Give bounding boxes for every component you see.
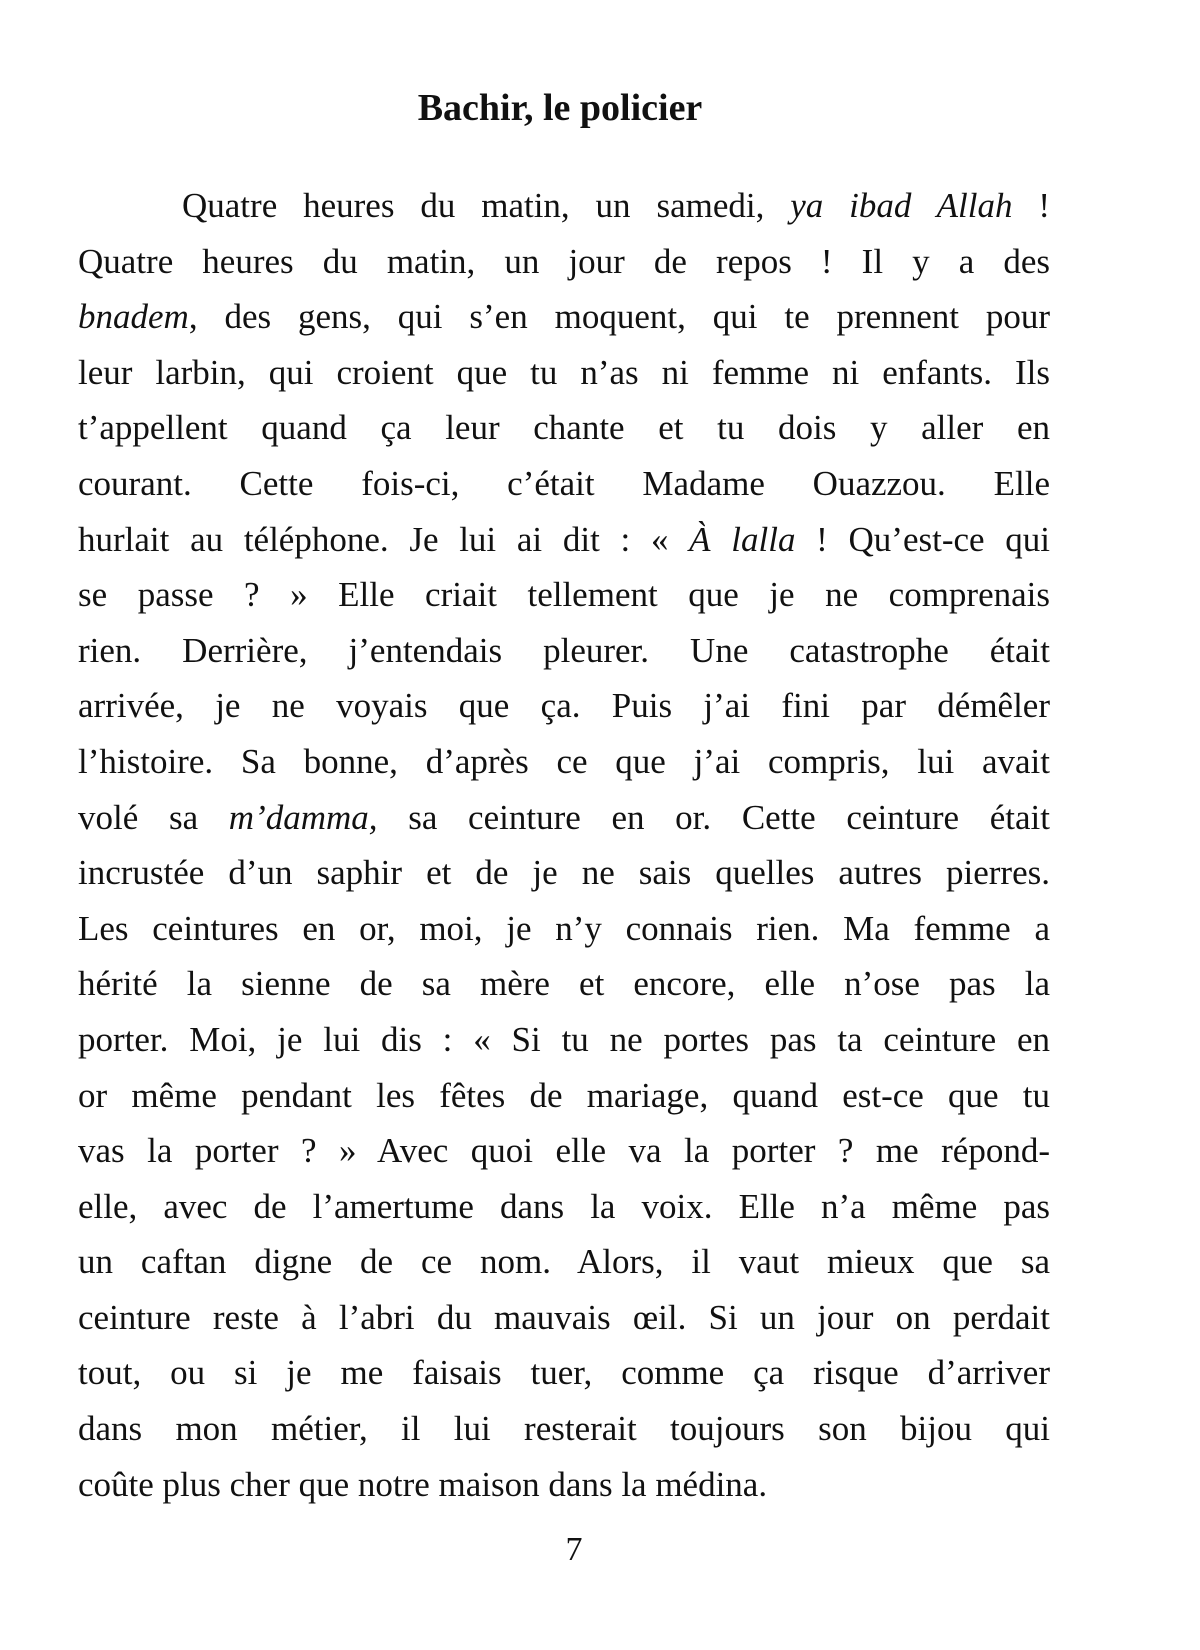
text-line [78,1345,1050,1401]
text-run: ! [1012,186,1050,225]
text-run: dans mon métier, il lui resterait toujours son bijou qui [78,1409,1050,1449]
text-line [78,345,1050,401]
text-line [78,456,1050,512]
text-run: Quatre heures du matin, un jour de repos ! Il y a des [78,241,1050,281]
chapter-title: Bachir, le policier [417,87,703,129]
text-run: un caftan digne de ce nom. Alors, il vaut mieux que sa [78,1242,1050,1282]
text-run: hérité la sienne de sa mère et encore, elle n’ose pas la [78,964,1050,1004]
text-line [78,790,1050,846]
text-run: incrustée d’un saphir et de je ne sais quelles autres pierres. [78,853,1050,893]
text-run: se passe ? » Elle criait tellement que je ne comprenais [78,575,1050,615]
text-run: hurlait au téléphone. Je lui ai dit : « [78,519,690,559]
text-line [78,956,1050,1012]
text-run: rien. Derrière, j’entendais pleurer. Une catastrophe était [78,630,1050,670]
text-run: tout, ou si je me faisais tuer, comme ça risque d’arriver [78,1353,1050,1393]
text-line [78,1234,1050,1290]
text-line [78,734,1050,790]
text-line [78,1290,1050,1346]
text-run: Les ceintures en or, moi, je n’y connais rien. Ma femme a [78,908,1050,948]
text-run: coûte plus cher que notre maison dans la médina. [78,1464,768,1504]
text-line [78,400,1050,456]
text-run: arrivée, je ne voyais que ça. Puis j’ai fini par démêler [78,686,1050,726]
text-line [78,1123,1050,1179]
text-run: sa ceinture en or. Cette ceinture était [377,797,1051,837]
text-run: leur larbin, qui croient que tu n’as ni femme ni enfants. Ils [78,352,1050,392]
text-run: courant. Cette fois-ci, c’était Madame Ouazzou. Elle [78,463,1050,503]
italic-term: ya ibad Allah [790,186,1013,225]
text-run: vas la porter ? » Avec quoi elle va la porter ? me répond- [78,1131,1050,1171]
body-paragraph [78,178,1050,1512]
page-number: 7 [565,1531,583,1568]
text-line [78,1401,1050,1457]
text-run: porter. Moi, je lui dis : « Si tu ne portes pas ta ceinture en [78,1019,1050,1059]
text-line [78,178,1050,234]
text-run: ceinture reste à l’abri du mauvais œil. Si un jour on perdait [78,1297,1050,1337]
italic-term: À lalla [689,519,796,559]
text-line [78,567,1050,623]
text-line [78,623,1050,679]
text-run: elle, avec de l’amertume dans la voix. Elle n’a même pas [78,1186,1050,1226]
text-line [78,1068,1050,1124]
text-run: volé sa [78,797,229,837]
italic-term: bnadem [78,297,189,337]
text-run: , des gens, qui s’en moquent, qui te prennent pour [188,297,1050,337]
text-run: Quatre heures du matin, un samedi, [182,186,791,225]
text-line [78,845,1050,901]
text-line [78,234,1050,290]
text-run: l’histoire. Sa bonne, d’après ce que j’ai compris, lui avait [78,741,1050,781]
italic-term: m’damma, [228,797,378,837]
text-line [78,289,1050,345]
text-line [78,901,1050,957]
text-run: ! Qu’est-ce qui [795,519,1051,559]
text-line [78,1179,1050,1235]
text-run: or même pendant les fêtes de mariage, quand est-ce que tu [78,1075,1050,1115]
text-line [78,1012,1050,1068]
text-line [78,678,1050,734]
text-run: t’appellent quand ça leur chante et tu dois y aller en [78,408,1050,448]
text-line [78,1457,1050,1513]
text-line [78,512,1050,568]
